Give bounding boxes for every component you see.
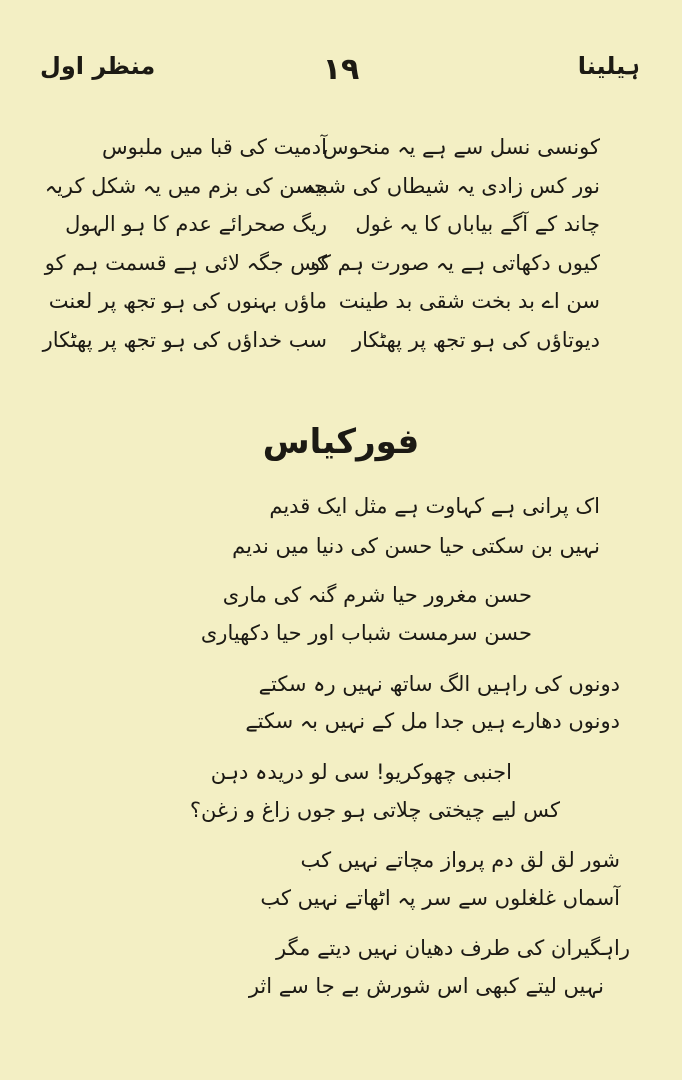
- verse-line: کس لیے چیختی چلاتی ہو جوں زاغ و زغن؟: [189, 798, 560, 822]
- stanza-left-line: آدمیت کی قبا میں ملبوس: [102, 135, 327, 159]
- stanza-left-line: ماؤں بہنوں کی ہو تجھ پر لعنت: [48, 289, 327, 313]
- stanza-left-column: [42, 128, 327, 359]
- verse-line: نہیں بن سکتی حیا حسن کی دنیا میں ندیم: [232, 534, 600, 558]
- verse-line: حسن سرمست شباب اور حیا دکھیاری: [200, 621, 532, 645]
- stanza-left-line: کس جگہ لائی ہے قسمت ہم کو: [44, 250, 327, 275]
- stanza-right-line: دیوتاؤں کی ہو تجھ پر پھٹکار: [352, 327, 600, 352]
- stanza-left-line: ریگ صحرائے عدم کا ہو الہول: [65, 212, 327, 236]
- speaker-name: فورکیاس: [262, 422, 420, 462]
- verse-line: اجنبی چھوکریو! سی لو دریدہ دہن: [210, 760, 512, 784]
- verse-line: اک پرانی ہے کہاوت ہے مثل ایک قدیم: [269, 494, 600, 518]
- stanza-right-line: کونسی نسل سے ہے یہ منحوس: [322, 135, 600, 159]
- stanza-right-line: نور کس زادی یہ شیطاں کی شبیہ: [303, 173, 600, 198]
- verse-line: شور لق لق دم پرواز مچاتے نہیں کب: [300, 848, 620, 872]
- stanza-right-line: چاند کے آگے بیاباں کا یہ غول: [355, 212, 600, 236]
- verse-line: آسماں غلغلوں سے سر پہ اٹھاتے نہیں کب: [260, 886, 620, 910]
- running-title-left: منظر اول: [40, 52, 156, 80]
- verse-line: دونوں دھارے ہیں جدا مل کے نہیں بہ سکتے: [245, 709, 620, 733]
- verse-line: حسن مغرور حیا شرم گنہ کی ماری: [222, 583, 532, 607]
- verse-line: راہگیران کی طرف دھیان نہیں دیتے مگر: [275, 936, 630, 960]
- running-title-right: ہیلینا: [577, 52, 640, 80]
- page-number: ۱۹: [322, 52, 360, 87]
- stanza-right-line: کیوں دکھاتی ہے یہ صورت ہم کو: [310, 250, 600, 275]
- stanza-right-line: سن اے بد بخت شقی بد طینت: [338, 289, 600, 313]
- stanza-right-column: [303, 128, 600, 359]
- stanza-left-line: سب خداؤں کی ہو تجھ پر پھٹکار: [42, 327, 327, 352]
- verse-line: دونوں کی راہیں الگ ساتھ نہیں رہ سکتے: [258, 672, 620, 696]
- verse-line: نہیں لیتے کبھی اس شورش بے جا سے اثر: [248, 974, 604, 998]
- stanza-left-line: حسن کی بزم میں یہ شکل کریہ: [44, 173, 327, 198]
